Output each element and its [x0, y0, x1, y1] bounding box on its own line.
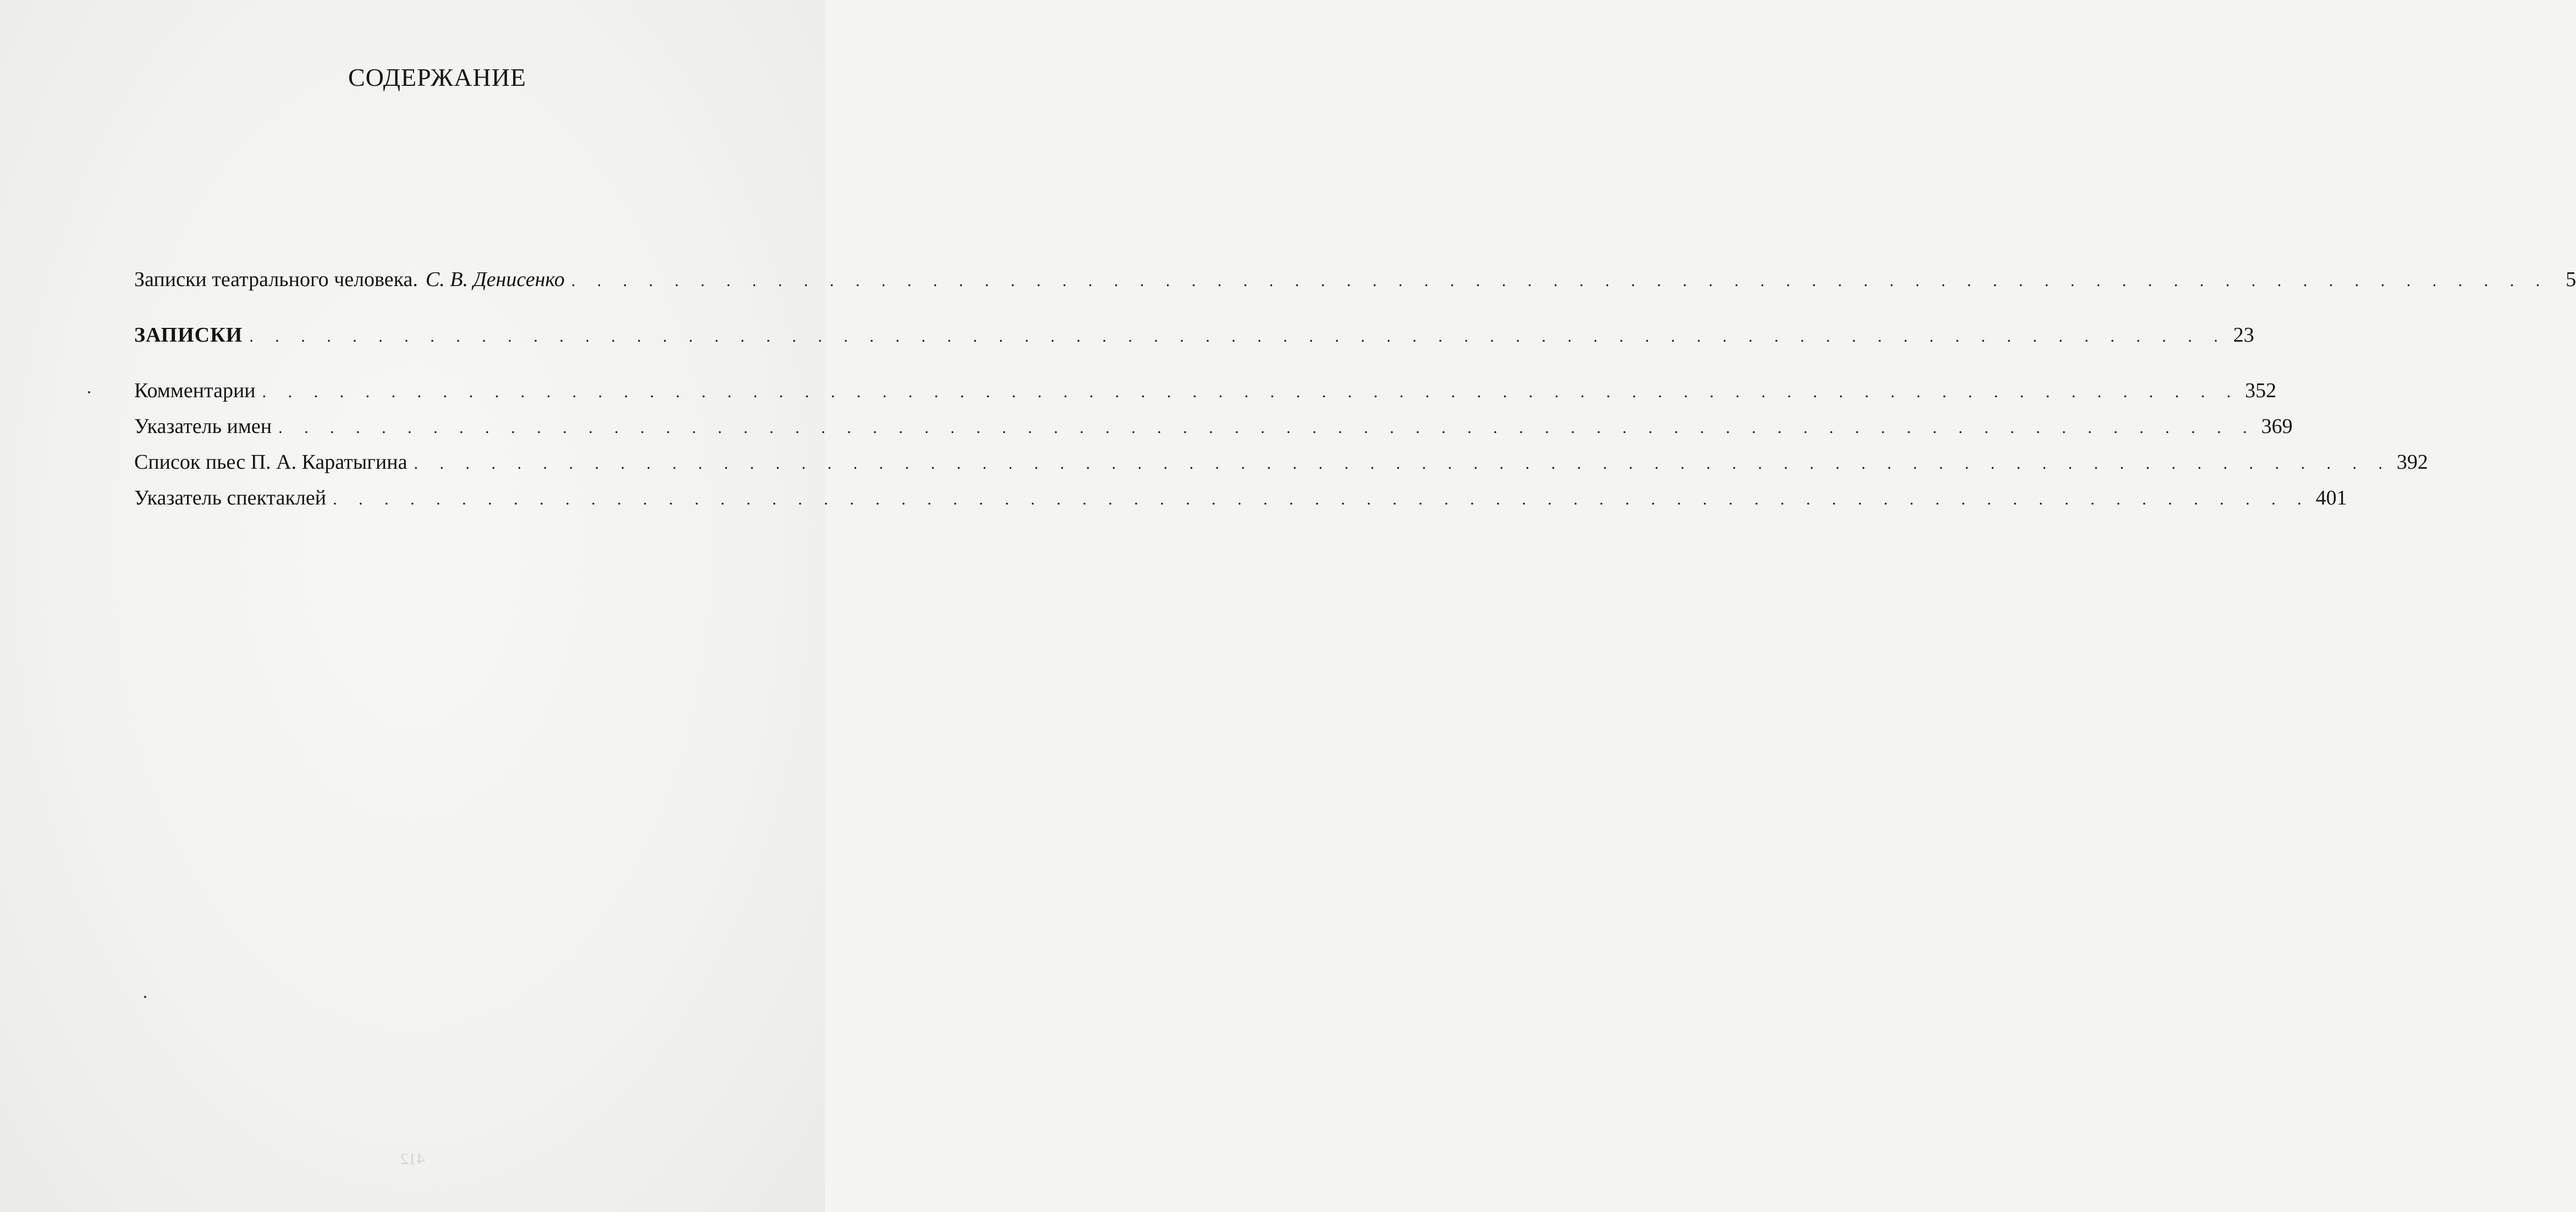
dot-leader: . . . . . . . . . . . . . . . . . . . . . . . . . . . . . . . . . . . . . . . . . . . . . . . . . . . . . . . . . . . . . . . . . . . . . . . . . . . . .: [333, 490, 2310, 508]
toc-entry-author: С. В. Денисенко: [425, 268, 565, 291]
toc-entry-label: Указатель имен: [134, 415, 272, 438]
dot-leader: . . . . . . . . . . . . . . . . . . . . . . . . . . . . . . . . . . . . . . . . . . . . . . . . . . . . . . . . . . . . . . . . . . . . . . . . . . . . .: [278, 419, 2256, 437]
dot-leader: . . . . . . . . . . . . . . . . . . . . . . . . . . . . . . . . . . . . . . . . . . . . . . . . . . . . . . . . . . . . . . . . . . . . . . . . . . . . .: [414, 454, 2391, 473]
toc-entry-label: Список пьес П. А. Каратыгина: [134, 451, 408, 474]
print-speck: [88, 391, 90, 393]
dot-leader: . . . . . . . . . . . . . . . . . . . . . . . . . . . . . . . . . . . . . . . . . . . . . . . . . . . . . . . . . . . . . . . . . . . . . . . . . . . . .: [249, 327, 2227, 345]
toc-entry-name-index[interactable]: [134, 414, 2293, 447]
print-speck: [144, 996, 146, 998]
toc-entry-label: Записки театрального человека.: [134, 268, 418, 291]
toc-entry-page-number: 369: [2261, 415, 2293, 438]
page-title: СОДЕРЖАНИЕ: [348, 63, 527, 91]
toc-entry-performances-index[interactable]: [134, 486, 2347, 519]
toc-entry-page-number: 23: [2233, 323, 2254, 347]
dot-leader: . . . . . . . . . . . . . . . . . . . . . . . . . . . . . . . . . . . . . . . . . . . . . . . . . . . . . . . . . . . . . . . . . . . . . . . . . . . . .: [262, 383, 2240, 401]
toc-entry-plays-list[interactable]: [134, 450, 2428, 483]
toc-entry-page-number: 352: [2245, 379, 2277, 402]
toc-entry-page-number: 401: [2315, 486, 2347, 509]
toc-entry-page-number: 392: [2396, 451, 2428, 474]
toc-entry-label: Указатель спектаклей: [134, 486, 327, 509]
toc-entry-label: Комментарии: [134, 379, 256, 402]
toc-entry-label: ЗАПИСКИ: [134, 323, 243, 347]
toc-entry-introduction[interactable]: [134, 267, 2576, 300]
toc-entry-notes[interactable]: [134, 323, 2254, 356]
toc-entry-page-number: 5: [2566, 268, 2576, 291]
reverse-page-number: 412: [400, 1150, 425, 1168]
toc-entry-commentary[interactable]: [134, 379, 2277, 412]
dot-leader: . . . . . . . . . . . . . . . . . . . . . . . . . . . . . . . . . . . . . . . . . . . . . . . . . . . . . . . . . . . . . . . . . . . . . . . . . . . . .: [571, 272, 2549, 290]
